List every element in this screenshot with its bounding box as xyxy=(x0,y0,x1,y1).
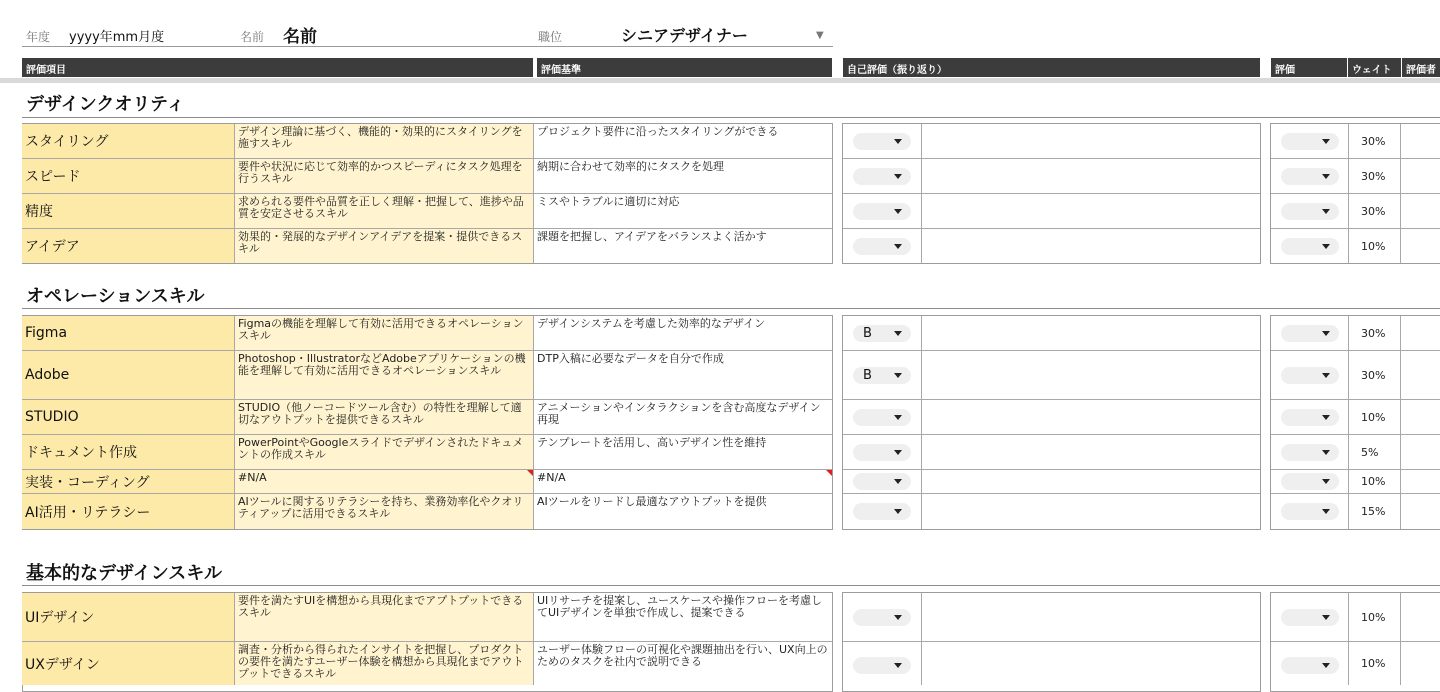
eval-dropdown[interactable] xyxy=(1281,409,1339,426)
row-criteria: #N/A xyxy=(533,470,832,494)
self-eval-dropdown[interactable] xyxy=(853,444,911,461)
section-divider xyxy=(22,585,1440,586)
self-eval-comment[interactable] xyxy=(921,435,1260,470)
column-header-eval: 評価 xyxy=(1271,58,1347,77)
weight-value: 10% xyxy=(1348,642,1400,685)
row-description: 効果的・発展的なデザインアイデアを提案・提供できるスキル xyxy=(234,229,533,263)
header-separator xyxy=(0,78,1440,83)
weight-value: 15% xyxy=(1348,494,1400,529)
row-criteria: 納期に合わせて効率的にタスクを処理 xyxy=(533,159,832,194)
column-header-item: 評価項目 xyxy=(22,58,533,77)
row-item-label: UXデザイン xyxy=(22,642,234,685)
chevron-down-icon xyxy=(1322,663,1330,668)
eval-dropdown[interactable] xyxy=(1281,473,1339,490)
self-eval-comment[interactable] xyxy=(921,400,1260,435)
chevron-down-icon xyxy=(894,209,902,214)
row-item-label: 精度 xyxy=(22,194,234,229)
position-dropdown[interactable]: シニアデザイナー xyxy=(621,26,748,45)
rater-cell[interactable] xyxy=(1400,400,1440,435)
eval-cell xyxy=(1271,124,1348,159)
self-eval-cell xyxy=(843,124,921,159)
year-value[interactable]: yyyy年mm月度 xyxy=(69,30,165,45)
weight-value: 30% xyxy=(1348,194,1400,229)
self-eval-cell xyxy=(843,159,921,194)
eval-dropdown[interactable] xyxy=(1281,133,1339,150)
section-title: オペレーションスキル xyxy=(26,286,205,307)
weight-value: 30% xyxy=(1348,316,1400,351)
row-description: デザイン理論に基づく、機能的・効果的にスタイリングを施すスキル xyxy=(234,124,533,159)
eval-dropdown[interactable] xyxy=(1281,444,1339,461)
row-criteria: UIリサーチを提案し、ユースケースや操作フローを考慮してUIデザインを単独で作成し、提案できる xyxy=(533,593,832,642)
self-eval-cell xyxy=(843,400,921,435)
self-eval-dropdown[interactable] xyxy=(853,503,911,520)
chevron-down-icon xyxy=(1322,450,1330,455)
weight-value: 5% xyxy=(1348,435,1400,470)
row-description: #N/A xyxy=(234,470,533,494)
weight-value: 10% xyxy=(1348,593,1400,642)
chevron-down-icon[interactable]: ▼ xyxy=(816,30,824,41)
self-eval-dropdown[interactable] xyxy=(853,409,911,426)
row-criteria: デザインシステムを考慮した効率的なデザイン xyxy=(533,316,832,351)
chevron-down-icon xyxy=(894,450,902,455)
row-item-label: スタイリング xyxy=(22,124,234,159)
chevron-down-icon xyxy=(894,479,902,484)
chevron-down-icon xyxy=(1322,209,1330,214)
self-eval-dropdown[interactable] xyxy=(853,609,911,626)
row-item-label: ドキュメント作成 xyxy=(22,435,234,470)
rater-cell[interactable] xyxy=(1400,470,1440,494)
self-eval-dropdown[interactable] xyxy=(853,473,911,490)
rater-cell[interactable] xyxy=(1400,642,1440,685)
name-value[interactable]: 名前 xyxy=(283,27,317,47)
column-header-criteria: 評価基準 xyxy=(537,58,832,77)
row-description: Photoshop・IllustratorなどAdobeアプリケーションの機能を理解して有効に活用できるオペレーションスキル xyxy=(234,351,533,400)
row-criteria: AIツールをリードし最適なアウトプットを提供 xyxy=(533,494,832,529)
name-label: 名前 xyxy=(240,30,265,44)
self-eval-cell xyxy=(843,435,921,470)
weight-value: 10% xyxy=(1348,470,1400,494)
chevron-down-icon xyxy=(1322,331,1330,336)
self-eval-dropdown[interactable] xyxy=(853,168,911,185)
section-divider xyxy=(22,308,1440,309)
self-eval-cell xyxy=(843,642,921,685)
self-eval-dropdown[interactable] xyxy=(853,238,911,255)
eval-cell xyxy=(1271,316,1348,351)
rater-cell[interactable] xyxy=(1400,351,1440,400)
row-item-label: STUDIO xyxy=(22,400,234,435)
row-description: 要件や状況に応じて効率的かつスピーディにタスク処理を行うスキル xyxy=(234,159,533,194)
eval-cell xyxy=(1271,593,1348,642)
row-item-label: 実装・コーディング xyxy=(22,470,234,494)
column-header-rater: 評価者 xyxy=(1402,58,1440,77)
header-underline xyxy=(22,46,833,47)
self-eval-comment[interactable] xyxy=(921,351,1260,400)
chevron-down-icon xyxy=(1322,244,1330,249)
column-header-self-eval: 自己評価（振り返り） xyxy=(843,58,1260,77)
self-eval-cell xyxy=(843,593,921,642)
eval-dropdown[interactable] xyxy=(1281,609,1339,626)
eval-dropdown[interactable] xyxy=(1281,238,1339,255)
eval-dropdown[interactable] xyxy=(1281,367,1339,384)
chevron-down-icon xyxy=(894,373,902,378)
row-criteria: ユーザー体験フローの可視化や課題抽出を行い、UX向上のためのタスクを社内で説明できる xyxy=(533,642,832,685)
self-eval-cell xyxy=(843,194,921,229)
eval-cell xyxy=(1271,435,1348,470)
chevron-down-icon xyxy=(1322,174,1330,179)
self-eval-comment[interactable] xyxy=(921,470,1260,494)
chevron-down-icon xyxy=(894,615,902,620)
rater-cell[interactable] xyxy=(1400,435,1440,470)
row-item-label: アイデア xyxy=(22,229,234,263)
self-eval-cell xyxy=(843,316,921,351)
chevron-down-icon xyxy=(894,415,902,420)
self-eval-comment[interactable] xyxy=(921,593,1260,642)
row-criteria: ミスやトラブルに適切に対応 xyxy=(533,194,832,229)
weight-value: 30% xyxy=(1348,159,1400,194)
self-eval-dropdown[interactable] xyxy=(853,325,911,342)
chevron-down-icon xyxy=(1322,373,1330,378)
chevron-down-icon xyxy=(1322,415,1330,420)
year-label: 年度 xyxy=(26,30,51,44)
self-eval-dropdown[interactable] xyxy=(853,203,911,220)
section-title: デザインクオリティ xyxy=(26,94,185,115)
weight-value: 10% xyxy=(1348,400,1400,435)
row-criteria: アニメーションやインタラクションを含む高度なデザイン再現 xyxy=(533,400,832,435)
row-criteria: DTP入稿に必要なデータを自分で作成 xyxy=(533,351,832,400)
row-description: STUDIO（他ノーコードツール含む）の特性を理解して適切なアウトプットを提供できるスキル xyxy=(234,400,533,435)
row-item-label: スピード xyxy=(22,159,234,194)
position-label: 職位 xyxy=(538,30,563,44)
self-eval-dropdown[interactable] xyxy=(853,133,911,150)
chevron-down-icon xyxy=(1322,615,1330,620)
chevron-down-icon xyxy=(1322,479,1330,484)
rater-cell[interactable] xyxy=(1400,124,1440,159)
row-item-label: AI活用・リテラシー xyxy=(22,494,234,529)
eval-cell xyxy=(1271,194,1348,229)
eval-cell xyxy=(1271,400,1348,435)
eval-cell xyxy=(1271,494,1348,529)
chevron-down-icon xyxy=(894,663,902,668)
self-eval-cell xyxy=(843,494,921,529)
eval-dropdown[interactable] xyxy=(1281,203,1339,220)
chevron-down-icon xyxy=(1322,139,1330,144)
rater-cell[interactable] xyxy=(1400,316,1440,351)
self-eval-value: B xyxy=(863,368,872,383)
chevron-down-icon xyxy=(894,331,902,336)
eval-dropdown[interactable] xyxy=(1281,657,1339,674)
eval-cell xyxy=(1271,229,1348,263)
eval-cell xyxy=(1271,159,1348,194)
weight-value: 30% xyxy=(1348,124,1400,159)
row-item-label: Figma xyxy=(22,316,234,351)
self-eval-comment[interactable] xyxy=(921,124,1260,159)
chevron-down-icon xyxy=(894,244,902,249)
self-eval-value: B xyxy=(863,326,872,341)
row-description: 調査・分析から得られたインサイトを把握し、プロダクトの要件を満たすユーザー体験を構想から具現化までアウトプットできるスキル xyxy=(234,642,533,685)
row-description: PowerPointやGoogleスライドでデザインされたドキュメントの作成スキル xyxy=(234,435,533,470)
self-eval-comment[interactable] xyxy=(921,229,1260,263)
eval-cell xyxy=(1271,642,1348,685)
row-criteria: 課題を把握し、アイデアをバランスよく活かす xyxy=(533,229,832,263)
weight-value: 10% xyxy=(1348,229,1400,263)
eval-dropdown[interactable] xyxy=(1281,503,1339,520)
rater-cell[interactable] xyxy=(1400,593,1440,642)
self-eval-cell xyxy=(843,351,921,400)
row-criteria: プロジェクト要件に沿ったスタイリングができる xyxy=(533,124,832,159)
self-eval-comment[interactable] xyxy=(921,194,1260,229)
row-description: AIツールに関するリテラシーを持ち、業務効率化やクオリティアップに活用できるスキル xyxy=(234,494,533,529)
self-eval-cell xyxy=(843,229,921,263)
chevron-down-icon xyxy=(894,174,902,179)
row-description: Figmaの機能を理解して有効に活用できるオペレーションスキル xyxy=(234,316,533,351)
eval-dropdown[interactable] xyxy=(1281,325,1339,342)
rater-cell[interactable] xyxy=(1400,494,1440,529)
chevron-down-icon xyxy=(894,139,902,144)
eval-dropdown[interactable] xyxy=(1281,168,1339,185)
rater-cell[interactable] xyxy=(1400,159,1440,194)
row-description: 求められる要件や品質を正しく理解・把握して、進捗や品質を安定させるスキル xyxy=(234,194,533,229)
row-criteria: テンプレートを活用し、高いデザイン性を維持 xyxy=(533,435,832,470)
rater-cell[interactable] xyxy=(1400,229,1440,263)
eval-cell xyxy=(1271,351,1348,400)
row-item-label: Adobe xyxy=(22,351,234,400)
column-header-weight: ウェイト xyxy=(1348,58,1401,77)
chevron-down-icon xyxy=(1322,509,1330,514)
row-item-label: UIデザイン xyxy=(22,593,234,642)
self-eval-comment[interactable] xyxy=(921,494,1260,529)
chevron-down-icon xyxy=(894,509,902,514)
section-title: 基本的なデザインスキル xyxy=(26,563,223,584)
weight-value: 30% xyxy=(1348,351,1400,400)
self-eval-dropdown[interactable] xyxy=(853,367,911,384)
comment-indicator[interactable] xyxy=(826,470,832,476)
self-eval-dropdown[interactable] xyxy=(853,657,911,674)
self-eval-comment[interactable] xyxy=(921,159,1260,194)
rater-cell[interactable] xyxy=(1400,194,1440,229)
eval-cell xyxy=(1271,470,1348,494)
row-description: 要件を満たすUIを構想から具現化までアプトプットできるスキル xyxy=(234,593,533,642)
self-eval-comment[interactable] xyxy=(921,316,1260,351)
self-eval-cell xyxy=(843,470,921,494)
section-divider xyxy=(22,117,1440,118)
self-eval-comment[interactable] xyxy=(921,642,1260,685)
